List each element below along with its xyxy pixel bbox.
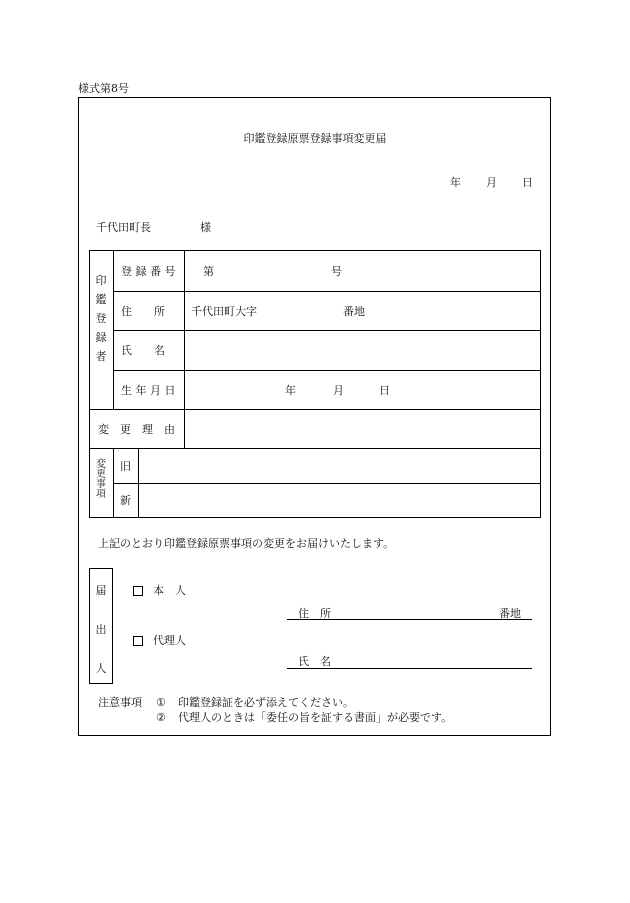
dob-label: 生 年 月 日: [121, 384, 176, 397]
date-day-label: 日: [522, 176, 533, 189]
change-items-header-char: 項: [96, 489, 106, 500]
registrant-header-char: 者: [95, 350, 107, 363]
address-label: 住 所: [121, 305, 165, 318]
addressee-name: 千代田町長: [96, 221, 151, 234]
registrant-header-char: 録: [95, 331, 107, 344]
date-year-label: 年: [450, 176, 461, 189]
name-label: 氏 名: [121, 344, 165, 357]
note-marker: ②: [156, 711, 166, 724]
old-label: 旧: [120, 460, 131, 473]
change-items-header: [95, 460, 107, 500]
change-reason-label: 変 更 理 由: [98, 423, 175, 436]
filer-address-suffix: 番地: [499, 607, 521, 620]
filer-name-label: 氏 名: [298, 655, 331, 668]
addressee-honorific: 様: [200, 221, 211, 234]
registrant-header-char: 登: [95, 312, 107, 325]
registrant-header: [94, 275, 108, 362]
self-option-label: 本 人: [153, 584, 186, 597]
dob-day-label: 日: [379, 384, 390, 397]
note-text: 印鑑登録証を必ず添えてください。: [178, 696, 354, 709]
proxy-option-label: 代理人: [153, 634, 186, 647]
new-label: 新: [120, 494, 131, 507]
statement: 上記のとおり印鑑登録原票事項の変更をお届けいたします。: [98, 537, 395, 550]
filer-header-char: 届: [95, 584, 107, 597]
change-items-header-char: 更: [96, 469, 106, 480]
filer-address-label: 住 所: [298, 607, 331, 620]
dob-month-label: 月: [333, 384, 344, 397]
change-items-header-char: 事: [96, 479, 106, 490]
form-number: 様式第8号: [78, 82, 129, 95]
note-marker: ①: [156, 696, 166, 709]
filer-header: [90, 585, 112, 674]
filer-header-char: 出: [95, 623, 107, 636]
registration-table: [89, 250, 541, 518]
proxy-checkbox[interactable]: [133, 636, 143, 646]
registrant-header-char: 印: [95, 274, 107, 287]
filer-header-char: 人: [95, 662, 107, 675]
reg-number-prefix: 第: [203, 265, 214, 278]
notes-label: 注意事項: [98, 696, 142, 709]
reg-number-label: 登 録 番 号: [121, 265, 176, 278]
address-suffix: 番地: [343, 305, 365, 318]
change-items-header-char: 変: [96, 459, 106, 470]
reg-number-suffix: 号: [331, 265, 342, 278]
filer-address-line: [287, 619, 532, 620]
filer-header-box: [89, 568, 113, 684]
filer-name-line: [287, 668, 532, 669]
self-checkbox[interactable]: [133, 586, 143, 596]
document-title: 印鑑登録原票登録事項変更届: [243, 132, 387, 145]
registrant-header-char: 鑑: [95, 293, 107, 306]
address-value: 千代田町大字: [191, 305, 257, 318]
date-month-label: 月: [486, 176, 497, 189]
dob-year-label: 年: [285, 384, 296, 397]
note-text: 代理人のときは「委任の旨を証する書面」が必要です。: [178, 711, 453, 724]
